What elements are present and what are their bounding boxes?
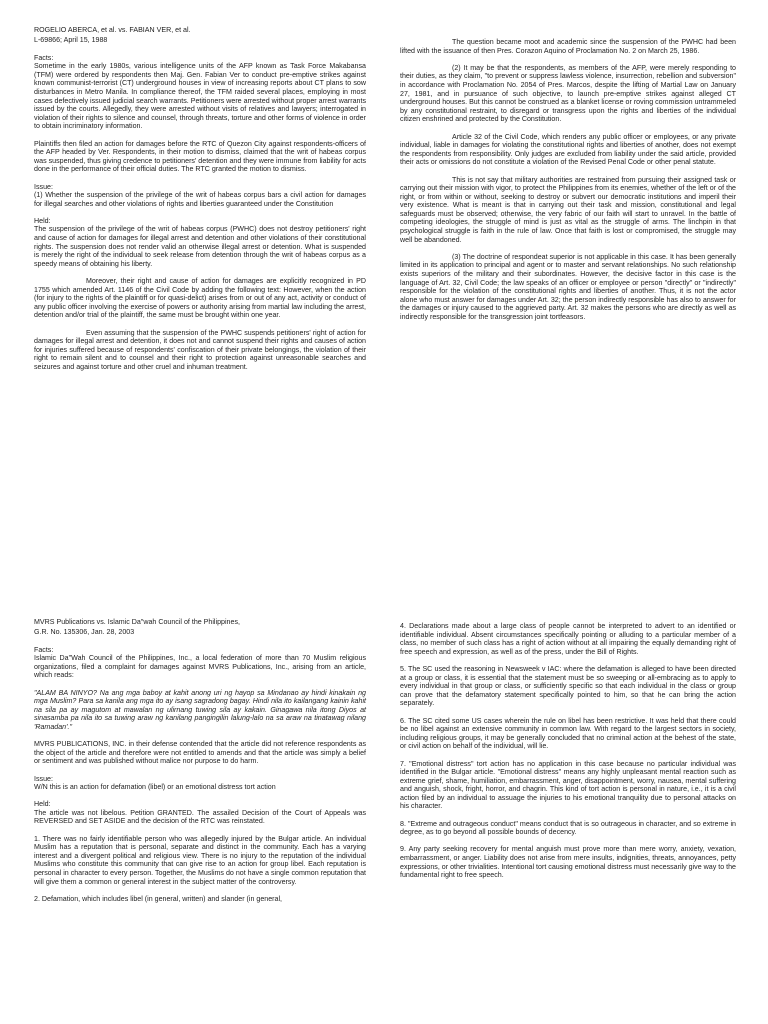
case2-quote: "ALAM BA NINYO? Na ang mga baboy at kahit anong uri ng hayop sa Mindanao ay hindi kinakain ng mga Muslim? Para sa kanila ang mga ito ay isang sagradong bagay. Hindi nila ito kailangang kainin kahit na sila pa ay magutom at mawalan ng ulirnang tuwing sila ay kakain. Ginagawa nila itong Diyos at sinasamba pa nila ito sa tuwing araw ng kanilang pangingilin lalung-lalo na sa araw na tinatawag nilang 'Ramadan'." <box>34 688 366 731</box>
case2-facts2: MVRS PUBLICATIONS, INC. in their defense contended that the article did not reference respondents as the object of the article and therefore were not entitled to amends and that the article was simply a belief or sentiment and was published without malice nor purpose to do harm. <box>34 740 366 766</box>
case2-point-6: 6. The SC cited some US cases wherein the rule on libel has been restrictive. It was held that there could be no libel against an extensive community in common law. With regard to the largest sectors in society, including religious groups, it may be generally concluded that no criminal action at the behest of the state, or civil action on behalf of the individual, will lie. <box>400 716 736 751</box>
case2-held: The article was not libelous. Petition GRANTED. The assailed Decision of the Court of Appeals was REVERSED and SET ASIDE and the decision of the RTC was reinstated. <box>34 808 366 826</box>
case2-facts-label: Facts: <box>34 645 54 654</box>
case2-citation: G.R. No. 135306, Jan. 28, 2003 <box>34 627 135 636</box>
case1-title: ROGELIO ABERCA, et al. vs. FABIAN VER, et al. <box>34 26 191 34</box>
case1-right-column <box>400 38 736 330</box>
case1-right-4: This is not say that military authorities are restrained from pursuing their assigned task or carrying out their mission with vigor, to protect the Philippines from its enemies, whether of the left or of the right, or from within or without, seeking to destroy or subvert our democratic institutions and imperil their very existence. What is meant is that in carrying out their task and mission, constitutional and legal safeguards must be observed; otherwise, the very fabric of our faith will start to unravel. In the battle of competing ideologies, the struggle of mind is just as vital as the struggle of arms. The linchpin in that psychological struggle is faith in the rule of law. Once that faith is lost or compromised, the struggle may well be abandoned. <box>400 175 736 244</box>
case1-held-label: Held: <box>34 216 51 225</box>
case1-citation: L-69866; April 15, 1988 <box>34 35 108 44</box>
case2-point-1: 1. There was no fairly identifiable person who was allegedly injured by the Bulgar article. An individual Muslim has a reputation that is personal, separate and distinct in the community. Each has a varying interest and a divergent political and religious view. There is no injury to the reputation of the individual Muslims who constitute this community that can give rise to an action for group libel. Each reputation is personal in character to every person. Together, the Muslims do not have a single common reputation that will give them a common or general interest in the subject matter of the controversy. <box>34 834 366 886</box>
case1-held-2: Moreover, their right and cause of action for damages are explicitly recognized in PD 1755 which amended Art. 1146 of the Civil Code by adding the following text: However, when the action (for injury to the rights of the plaintiff or for quasi-delict) arises from or out of any act, activity or conduct of any public officer involving the exercise of powers or authority arising from martial law including the arrest, detention and/or trial of the plaintiff, the same must be brought within one year. <box>34 277 366 320</box>
case1-held-1: The suspension of the privilege of the writ of habeas corpus (PWHC) does not destroy petitioners' right and cause of action for damages for illegal arrest and detention and other violations of their constitutional rights. The suspension does not render valid an otherwise illegal arrest or detention. What is suspended is merely the right of the individual to seek release from detention through the writ of habeas corpus as a speedy means of obtaining his liberty. <box>34 225 366 268</box>
case2-issue-label: Issue: <box>34 774 53 783</box>
case2-right-column <box>400 622 736 888</box>
case1-issue-label: Issue: <box>34 182 53 191</box>
case2-title: MVRS Publications vs. Islamic Da"wah Council of the Philippines, <box>34 618 240 626</box>
case1-right-3: Article 32 of the Civil Code, which renders any public officer or employees, or any private individual, liable in damages for violating the constitutional rights and liberties of another, does not exempt the respondents from responsibility. Only judges are excluded from liability under the said article, provided their acts or omissions do not constitute a violation of the Revised Penal Code or other penal statute. <box>400 132 736 167</box>
case2-point-9: 9. Any party seeking recovery for mental anguish must prove more than mere worry, anxiety, vexation, embarrassment, or anger. Liability does not arise from mere insults, indignities, threats, annoyances, petty expressions, or other trivialities. Intentional tort causing emotional distress must necessarily give way to the fundamental right to free speech. <box>400 845 736 880</box>
case1-right-1: The question became moot and academic since the suspension of the PWHC had been lifted with the issuance of then Pres. Corazon Aquino of Proclamation No. 2 on March 25, 1986. <box>400 38 736 55</box>
case2-point-4: 4. Declarations made about a large class of people cannot be interpreted to advert to an identified or identifiable individual. Absent circumstances specifically pointing or alluding to a particular member of a class, no member of such class has a right of action without at all impairing the equally demanding right of free speech and expression, as well as of the press, under the Bill of Rights. <box>400 622 736 656</box>
case2-point-5: 5. The SC used the reasoning in Newsweek v IAC: where the defamation is alleged to have been directed at a group or class, it is essential that the statement must be so sweeping or all-embracing as to apply to every individual in that group or class, or sufficiently specific so that each individual in the class or group can prove that the defamatory statement specifically pointed to him, so that he can bring the action separately. <box>400 664 736 708</box>
case2-point-8: 8. "Extreme and outrageous conduct" means conduct that is so outrageous in character, and so extreme in degree, as to go beyond all possible bounds of decency. <box>400 819 736 837</box>
case1-left-column <box>34 26 366 380</box>
case1-right-5: (3) The doctrine of respondeat superior is not applicable in this case. It has been generally limited in its application to principal and agent or to master and servant relationships. No such relationship exists superiors of the military and their subordinates. However, the decisive factor in this case is the language of Art. 32, Civil Code; the law speaks of an officer or employee or person "directly" or "indirectly" responsible for the violation of the constitutional rights and liberties of another. Thus, it is not the actor alone who must answer for damages under Art. 32; the person indirectly responsible has also to answer for the damages or injury caused to the aggrieved party. Art. 32 makes the persons who are directly as well as indirectly responsible for the transgression joint tortfeasors. <box>400 252 736 321</box>
case2-held-label: Held: <box>34 800 51 809</box>
case1-facts-label: Facts: <box>34 53 54 62</box>
case2-facts: Islamic Da"Wah Council of the Philippines, Inc., a local federation of more than 70 Muslim religious organizations, filed a complaint for damages against MVRS Publications, Inc., arising from an article, which reads: <box>34 654 366 680</box>
case1-facts2: Plaintiffs then filed an action for damages before the RTC of Quezon City against respondents-officers of the AFP headed by Ver. Respondents, in their motion to dismiss, claimed that the writ of habeas corpus was suspended, thus giving credence to petitioners' detention and they were immune from liability for acts done in the performance of their official duties. The RTC granted the motion to dismiss. <box>34 139 366 174</box>
case2-point-7: 7. "Emotional distress" tort action has no application in this case because no particular individual was identified in the Bulgar article. "Emotional distress" means any highly unpleasant mental reaction such as extreme grief, shame, humiliation, embarrassment, anger, disappointment, worry, nausea, mental suffering and anguish, shock, fright, horror, and chagrin. This kind of tort action is personal in nature, i.e., it is a civil action filed by an individual to assuage the injuries to his emotional tranquility due to personal attacks on his character. <box>400 759 736 811</box>
case2-point-2: 2. Defamation, which includes libel (in general, written) and slander (in general, <box>34 894 283 903</box>
case2-issue: W/N this is an action for defamation (libel) or an emotional distress tort action <box>34 783 276 792</box>
case1-facts: Sometime in the early 1980s, various intelligence units of the AFP known as Task Force Makabansa (TFM) were ordered by respondents then Maj. Gen. Fabian Ver to conduct pre-emptive strikes against known communist-terrorist (CT) underground houses in view of increasing reports about CT plans to sow disturbances in Metro Manila. In compliance thereof, the TFM raided several places, employing in most cases defectively issued judicial search warrants. Petitioners were arrested without proper arrest warrants issued by the courts. Allegedly, they were arrested without visits of relatives and lawyers; interrogated in violation of their rights to silence and counsel, through threats, torture and other forms of violence in order to obtain incriminatory information. <box>34 62 366 131</box>
case2-left-column <box>34 618 366 912</box>
case1-right-2: (2) It may be that the respondents, as members of the AFP, were merely responding to their duties, as they claim, "to prevent or suppress lawless violence, insurrection, rebellion and subversion" in accordance with Proclamation No. 2054 of Pres. Marcos, despite the lifting of Martial Law on January 27, 1981, and in pursuance of such objective, to launch pre-emptive strikes against alleged CT underground houses. But this cannot be construed as a blanket license or roving commission untrammeled by any constitutional restraint, to disregard or transgress upon the rights and liberties of the individual citizen enshrined and protected by the Constitution. <box>400 63 736 124</box>
case1-issue: (1) Whether the suspension of the privilege of the writ of habeas corpus bars a civil action for damages for illegal searches and other violations of rights and liberties guaranteed under the Constitution <box>34 191 366 208</box>
case1-held-3: Even assuming that the suspension of the PWHC suspends petitioners' right of action for damages for illegal arrest and detention, it does not and cannot suspend their rights and causes of action for injuries suffered because of respondents' confiscation of their private belongings, the violation of their right to remain silent and to counsel and their right to protection against unreasonable searches and seizures and against torture and other cruel and inhuman treatment. <box>34 328 366 371</box>
